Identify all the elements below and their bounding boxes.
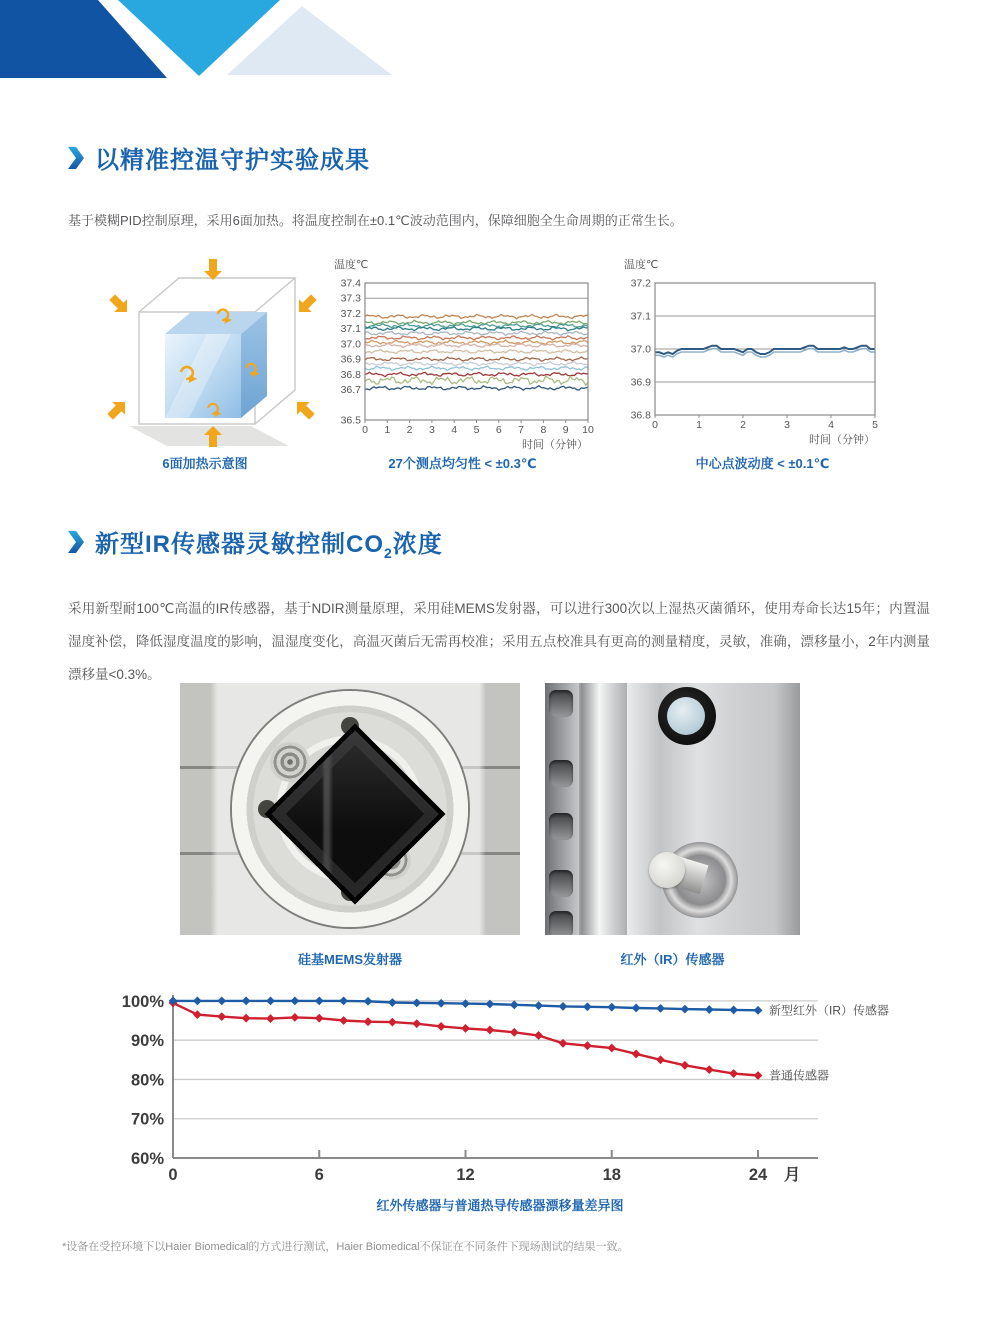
chevron-icon [66, 530, 84, 554]
svg-text:4: 4 [451, 424, 458, 436]
drift-chart [58, 983, 938, 1193]
svg-text:36.7: 36.7 [340, 384, 361, 397]
arrow-upper-right-icon [293, 291, 321, 319]
mems-emitter-photo [180, 683, 520, 935]
svg-text:37.2: 37.2 [630, 277, 651, 290]
svg-text:5: 5 [872, 419, 878, 431]
ir-sensor-window [658, 687, 716, 745]
svg-text:36.9: 36.9 [340, 353, 361, 366]
svg-text:36.5: 36.5 [340, 414, 361, 427]
section1-title: 以精准控温守护实验成果 [95, 147, 370, 174]
chevron-icon [66, 146, 84, 170]
svg-text:普通传感器: 普通传感器 [769, 1068, 830, 1083]
svg-text:36.9: 36.9 [630, 376, 651, 389]
drift-chart-caption: 红外传感器与普通热导传感器漂移量差异图 [376, 1198, 624, 1213]
shelf-rail [545, 683, 579, 935]
svg-text:70%: 70% [130, 1110, 164, 1129]
svg-text:6: 6 [314, 1166, 324, 1184]
section1-title-row [66, 140, 370, 175]
section2-title: 新型IR传感器灵敏控制$CO_2$浓度 [95, 531, 443, 561]
svg-text:9: 9 [562, 424, 569, 436]
footnote: *设备在受控环境下以Haier Biomedical的方式进行测试，Haier Biomedical不保证在不同条件下现场测试的结果一致。 [62, 1241, 629, 1253]
svg-text:2: 2 [740, 419, 746, 431]
svg-text:温度℃: 温度℃ [334, 259, 369, 271]
svg-text:1: 1 [696, 419, 702, 431]
svg-text:时间（分钟）: 时间（分钟） [522, 439, 588, 450]
arrow-lower-left-icon [104, 396, 132, 424]
svg-text:0: 0 [652, 419, 658, 431]
section1-body: 基于模糊PID控制原理，采用6面加热。将温度控制在±0.1℃波动范围内，保障细胞全生命周期的正常生长。 [68, 213, 683, 228]
photo1-caption: 硅基MEMS发射器 [297, 952, 402, 967]
svg-text:2: 2 [406, 424, 413, 436]
svg-text:3: 3 [784, 419, 790, 431]
svg-text:10: 10 [582, 424, 594, 436]
ir-sensor-photo [545, 683, 800, 935]
svg-text:4: 4 [828, 419, 834, 431]
svg-text:24: 24 [748, 1166, 768, 1184]
sensor-cap [649, 852, 685, 888]
steel-highlight [581, 683, 627, 935]
svg-text:温度℃: 温度℃ [624, 259, 659, 271]
inner-cube [165, 312, 267, 418]
svg-text:36.8: 36.8 [340, 368, 361, 381]
ir-sensor-lens [667, 697, 705, 735]
svg-text:36.8: 36.8 [630, 409, 651, 422]
arrow-top-icon [204, 259, 222, 280]
svg-text:100%: 100% [121, 992, 164, 1011]
svg-text:5: 5 [473, 424, 480, 436]
svg-text:12: 12 [456, 1166, 475, 1184]
svg-text:1: 1 [384, 424, 391, 436]
svg-text:37.1: 37.1 [630, 310, 651, 323]
svg-text:37.0: 37.0 [630, 343, 651, 356]
figure3-caption: 中心点波动度 < ±0.1℃ [695, 456, 830, 471]
svg-text:新型红外（IR）传感器: 新型红外（IR）传感器 [769, 1003, 890, 1018]
svg-text:0: 0 [168, 1166, 178, 1184]
uniformity-chart [330, 255, 595, 450]
section2-title-row [66, 524, 443, 561]
svg-text:3: 3 [428, 424, 435, 436]
figure1-caption: 6面加热示意图 [162, 456, 248, 471]
arrow-upper-left-icon [106, 291, 134, 319]
fluctuation-chart [620, 255, 905, 450]
svg-text:6: 6 [495, 424, 502, 436]
svg-text:37.1: 37.1 [340, 323, 361, 336]
svg-text:月: 月 [784, 1166, 801, 1184]
arrow-lower-right-icon [291, 396, 319, 424]
svg-text:时间（分钟）: 时间（分钟） [809, 434, 875, 446]
photo2-caption: 红外（IR）传感器 [620, 952, 725, 967]
header-decoration [0, 0, 420, 80]
svg-text:37.0: 37.0 [340, 338, 361, 351]
svg-text:60%: 60% [130, 1150, 164, 1168]
svg-text:90%: 90% [130, 1032, 164, 1051]
svg-text:80%: 80% [130, 1071, 164, 1090]
section2-body: 采用新型耐100℃高温的IR传感器，基于NDIR测量原理，采用硅MEMS发射器，可以进行300次以上湿热灭菌循环，使用寿命长达15年；内置温湿度补偿，降低湿度温度的影响，温湿度变化，高温灭菌后无需再校准；采用五点校准具有更高的测量精度，灵敏，准确，漂移量小，2年内测量漂移量<0.3%。 [68, 600, 930, 682]
svg-text:8: 8 [540, 424, 547, 436]
svg-text:18: 18 [602, 1166, 621, 1184]
figure2-caption: 27个测点均匀性 < ±0.3℃ [388, 456, 537, 471]
svg-text:7: 7 [518, 424, 525, 436]
svg-text:37.2: 37.2 [340, 307, 361, 320]
svg-text:37.4: 37.4 [340, 277, 361, 290]
six-side-heating-diagram [85, 250, 325, 455]
svg-text:0: 0 [362, 424, 368, 436]
svg-text:37.3: 37.3 [340, 292, 361, 305]
